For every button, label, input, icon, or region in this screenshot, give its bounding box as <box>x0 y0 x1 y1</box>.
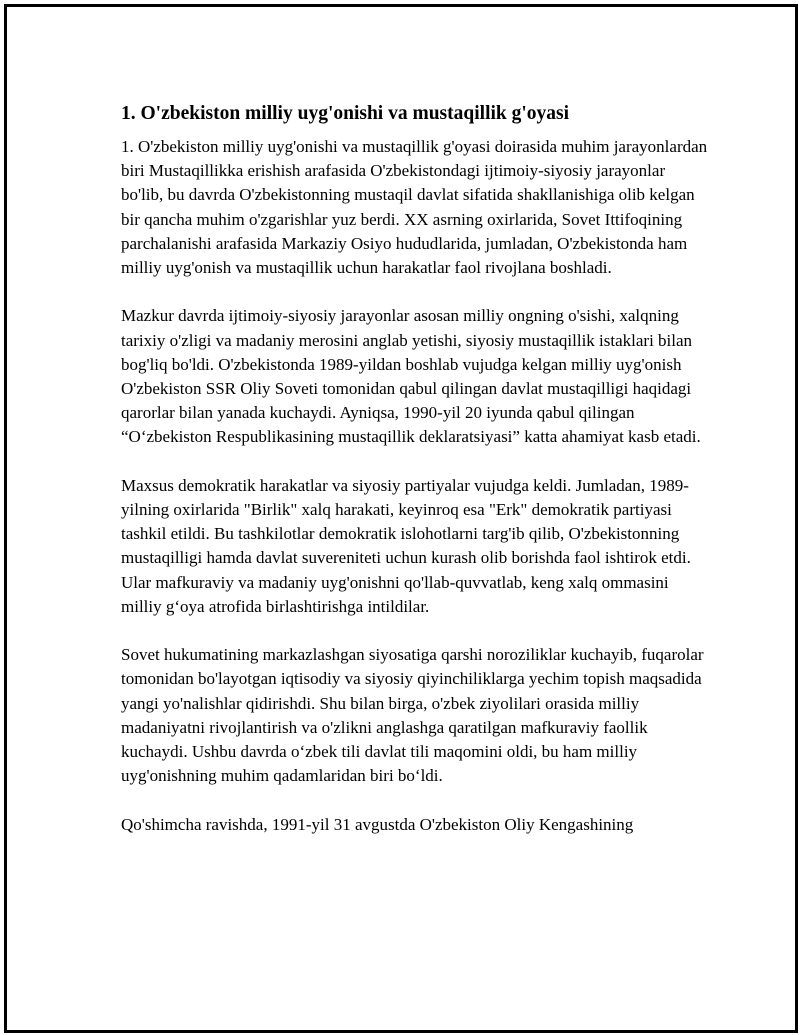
document-body <box>121 101 711 861</box>
paragraph: Qo'shimcha ravishda, 1991-yil 31 avgustda O'zbekiston Oliy Kengashining <box>121 814 634 834</box>
paragraph: Sovet hukumatining markazlashgan siyosatiga qarshi noroziliklar kuchayib, fuqarolar tomonidan bo'layotgan iqtisodiy va siyosiy qiyinchiliklarga yechim topish maqsadida yangi yo'nalishlar qidirishdi. Shu bilan birga, o'zbek ziyolilari orasida milliy madaniyatni rivojlantirish va o'zlikni anglashga qaratilgan mafkuraviy faollik kuchaydi. Ushbu davrda o‘zbek tili davlat tili maqomini oldi, bu ham milliy uyg'onishning muhim qadamlaridan biri bo‘ldi. <box>121 645 704 786</box>
paragraph: 1. O'zbekiston milliy uyg'onishi va mustaqillik g'oyasi doirasida muhim jarayonlardan biri Mustaqillikka erishish arafasida O'zbekistondagi ijtimoiy-siyosiy jarayonlar bo'lib, bu davrda O'zbekistonning mustaqil davlat sifatida shakllanishiga olib kelgan bir qancha muhim o'zgarishlar yuz berdi. XX asrning oxirlarida, Sovet Ittifoqining parchalanishi arafasida Markaziy Osiyo hududlarida, jumladan, O'zbekistonda ham milliy uyg'onish va mustaqillik uchun harakatlar faol rivojlana boshladi. <box>121 137 708 278</box>
page-frame <box>4 4 798 1033</box>
paragraph: Maxsus demokratik harakatlar va siyosiy partiyalar vujudga keldi. Jumladan, 1989-yilning oxirlarida "Birlik" xalq harakati, keyinroq esa "Erk" demokratik partiyasi tashkil etildi. Bu tashkilotlar demokratik islohotlarni targ'ib qilib, O'zbekistonning mustaqilligi hamda davlat suvereniteti uchun kurash olib borishda faol ishtirok etdi. Ular mafkuraviy va madaniy uyg'onishni qo'llab-quvvatlab, keng xalq ommasini milliy g‘oya atrofida birlashtirishga intildilar. <box>121 475 691 616</box>
paragraph: Mazkur davrda ijtimoiy-siyosiy jarayonlar asosan milliy ongning o'sishi, xalqning tarixiy o'zligi va madaniy merosini anglab yetishi, siyosiy mustaqillik istaklari bilan bog'liq bo'ldi. O'zbekistonda 1989-yildan boshlab vujudga kelgan milliy uyg'onish O'zbekiston SSR Oliy Soveti tomonidan qabul qilingan davlat mustaqilligi haqidagi qarorlar bilan yanada kuchaydi. Ayniqsa, 1990-yil 20 iyunda qabul qilingan “O‘zbekiston Respublikasining mustaqillik deklaratsiyasi” katta ahamiyat kasb etadi. <box>121 306 701 447</box>
document-title: 1. O'zbekiston milliy uyg'onishi va mustaqillik g'oyasi <box>121 103 570 124</box>
